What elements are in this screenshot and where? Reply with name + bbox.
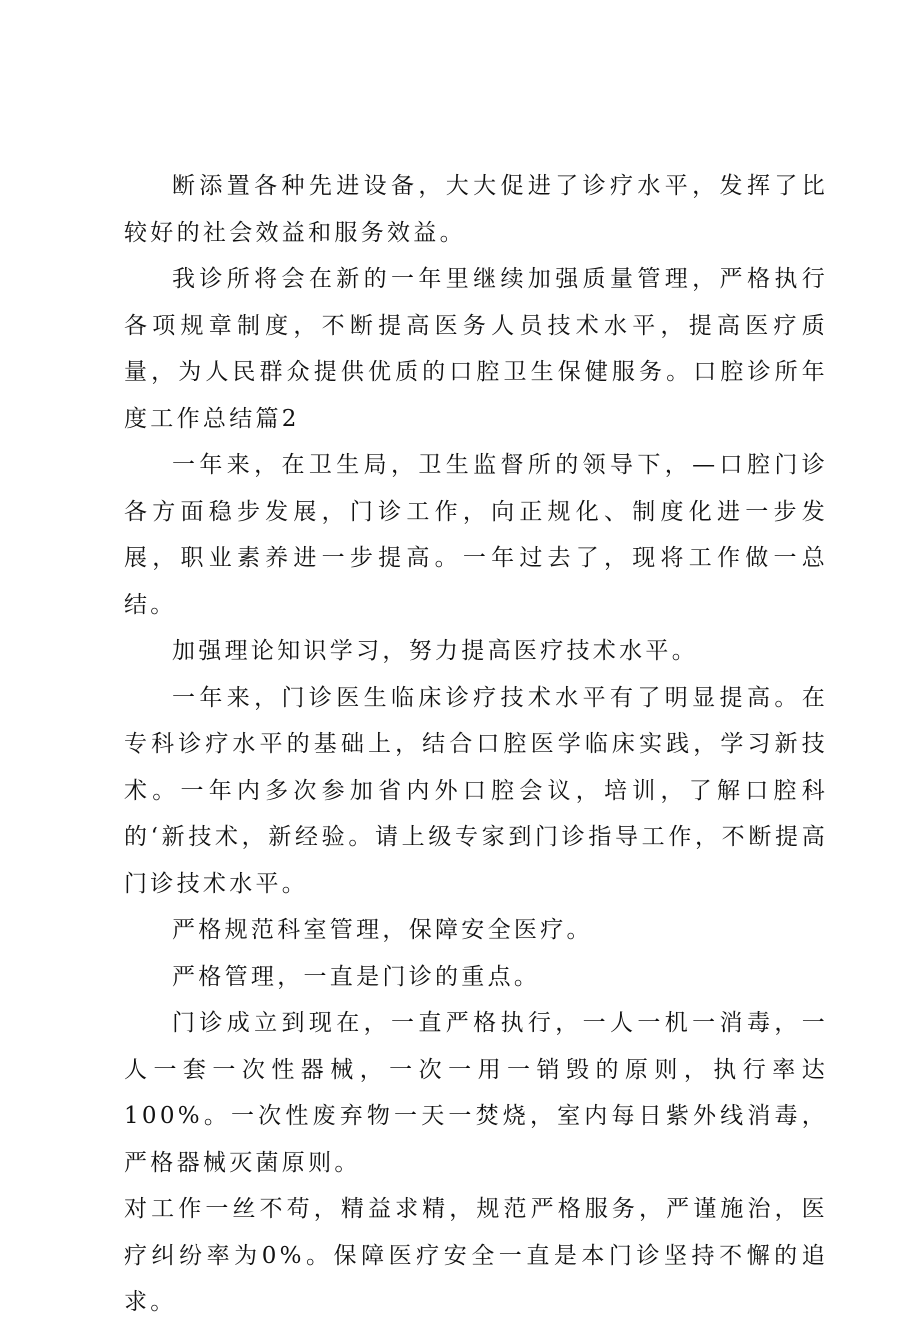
paragraph-5: 一年来，门诊医生临床诊疗技术水平有了明显提高。在专科诊疗水平的基础上，结合口腔医学临床实践，学习新技术。一年内多次参加省内外口腔会议，培训，了解口腔科的‘新技术，新经验。请上级专家到门诊指导工作，不断提高门诊技术水平。 (124, 684, 828, 897)
document-body (124, 163, 828, 1326)
paragraph-3: 一年来，在卫生局，卫生监督所的领导下，—口腔门诊各方面稳步发展，门诊工作，向正规化、制度化进一步发展，职业素养进一步提高。一年过去了，现将工作做一总结。 (124, 452, 828, 618)
paragraph-7: 严格管理，一直是门诊的重点。 (172, 963, 541, 990)
paragraph-2: 我诊所将会在新的一年里继续加强质量管理，严格执行各项规章制度，不断提高医务人员技术水平，提高医疗质量，为人民群众提供优质的口腔卫生保健服务。口腔诊所年度工作总结篇2 (124, 266, 828, 432)
paragraph-8: 门诊成立到现在，一直严格执行，一人一机一消毒，一人一套一次性器械，一次一用一销毁的原则，执行率达100%。一次性废弃物一天一焚烧，室内每日紫外线消毒，严格器械灭菌原则。 (124, 1010, 828, 1176)
paragraph-6: 严格规范科室管理，保障安全医疗。 (172, 917, 593, 943)
paragraph-9: 对工作一丝不苟，精益求精，规范严格服务，严谨施治，医疗纠纷率为0%。保障医疗安全一直是本门诊坚持不懈的追求。 (124, 1196, 828, 1315)
paragraph-4: 加强理论知识学习，努力提高医疗技术水平。 (172, 638, 698, 664)
paragraph-1: 断添置各种先进设备，大大促进了诊疗水平，发挥了比较好的社会效益和服务效益。 (124, 173, 828, 246)
